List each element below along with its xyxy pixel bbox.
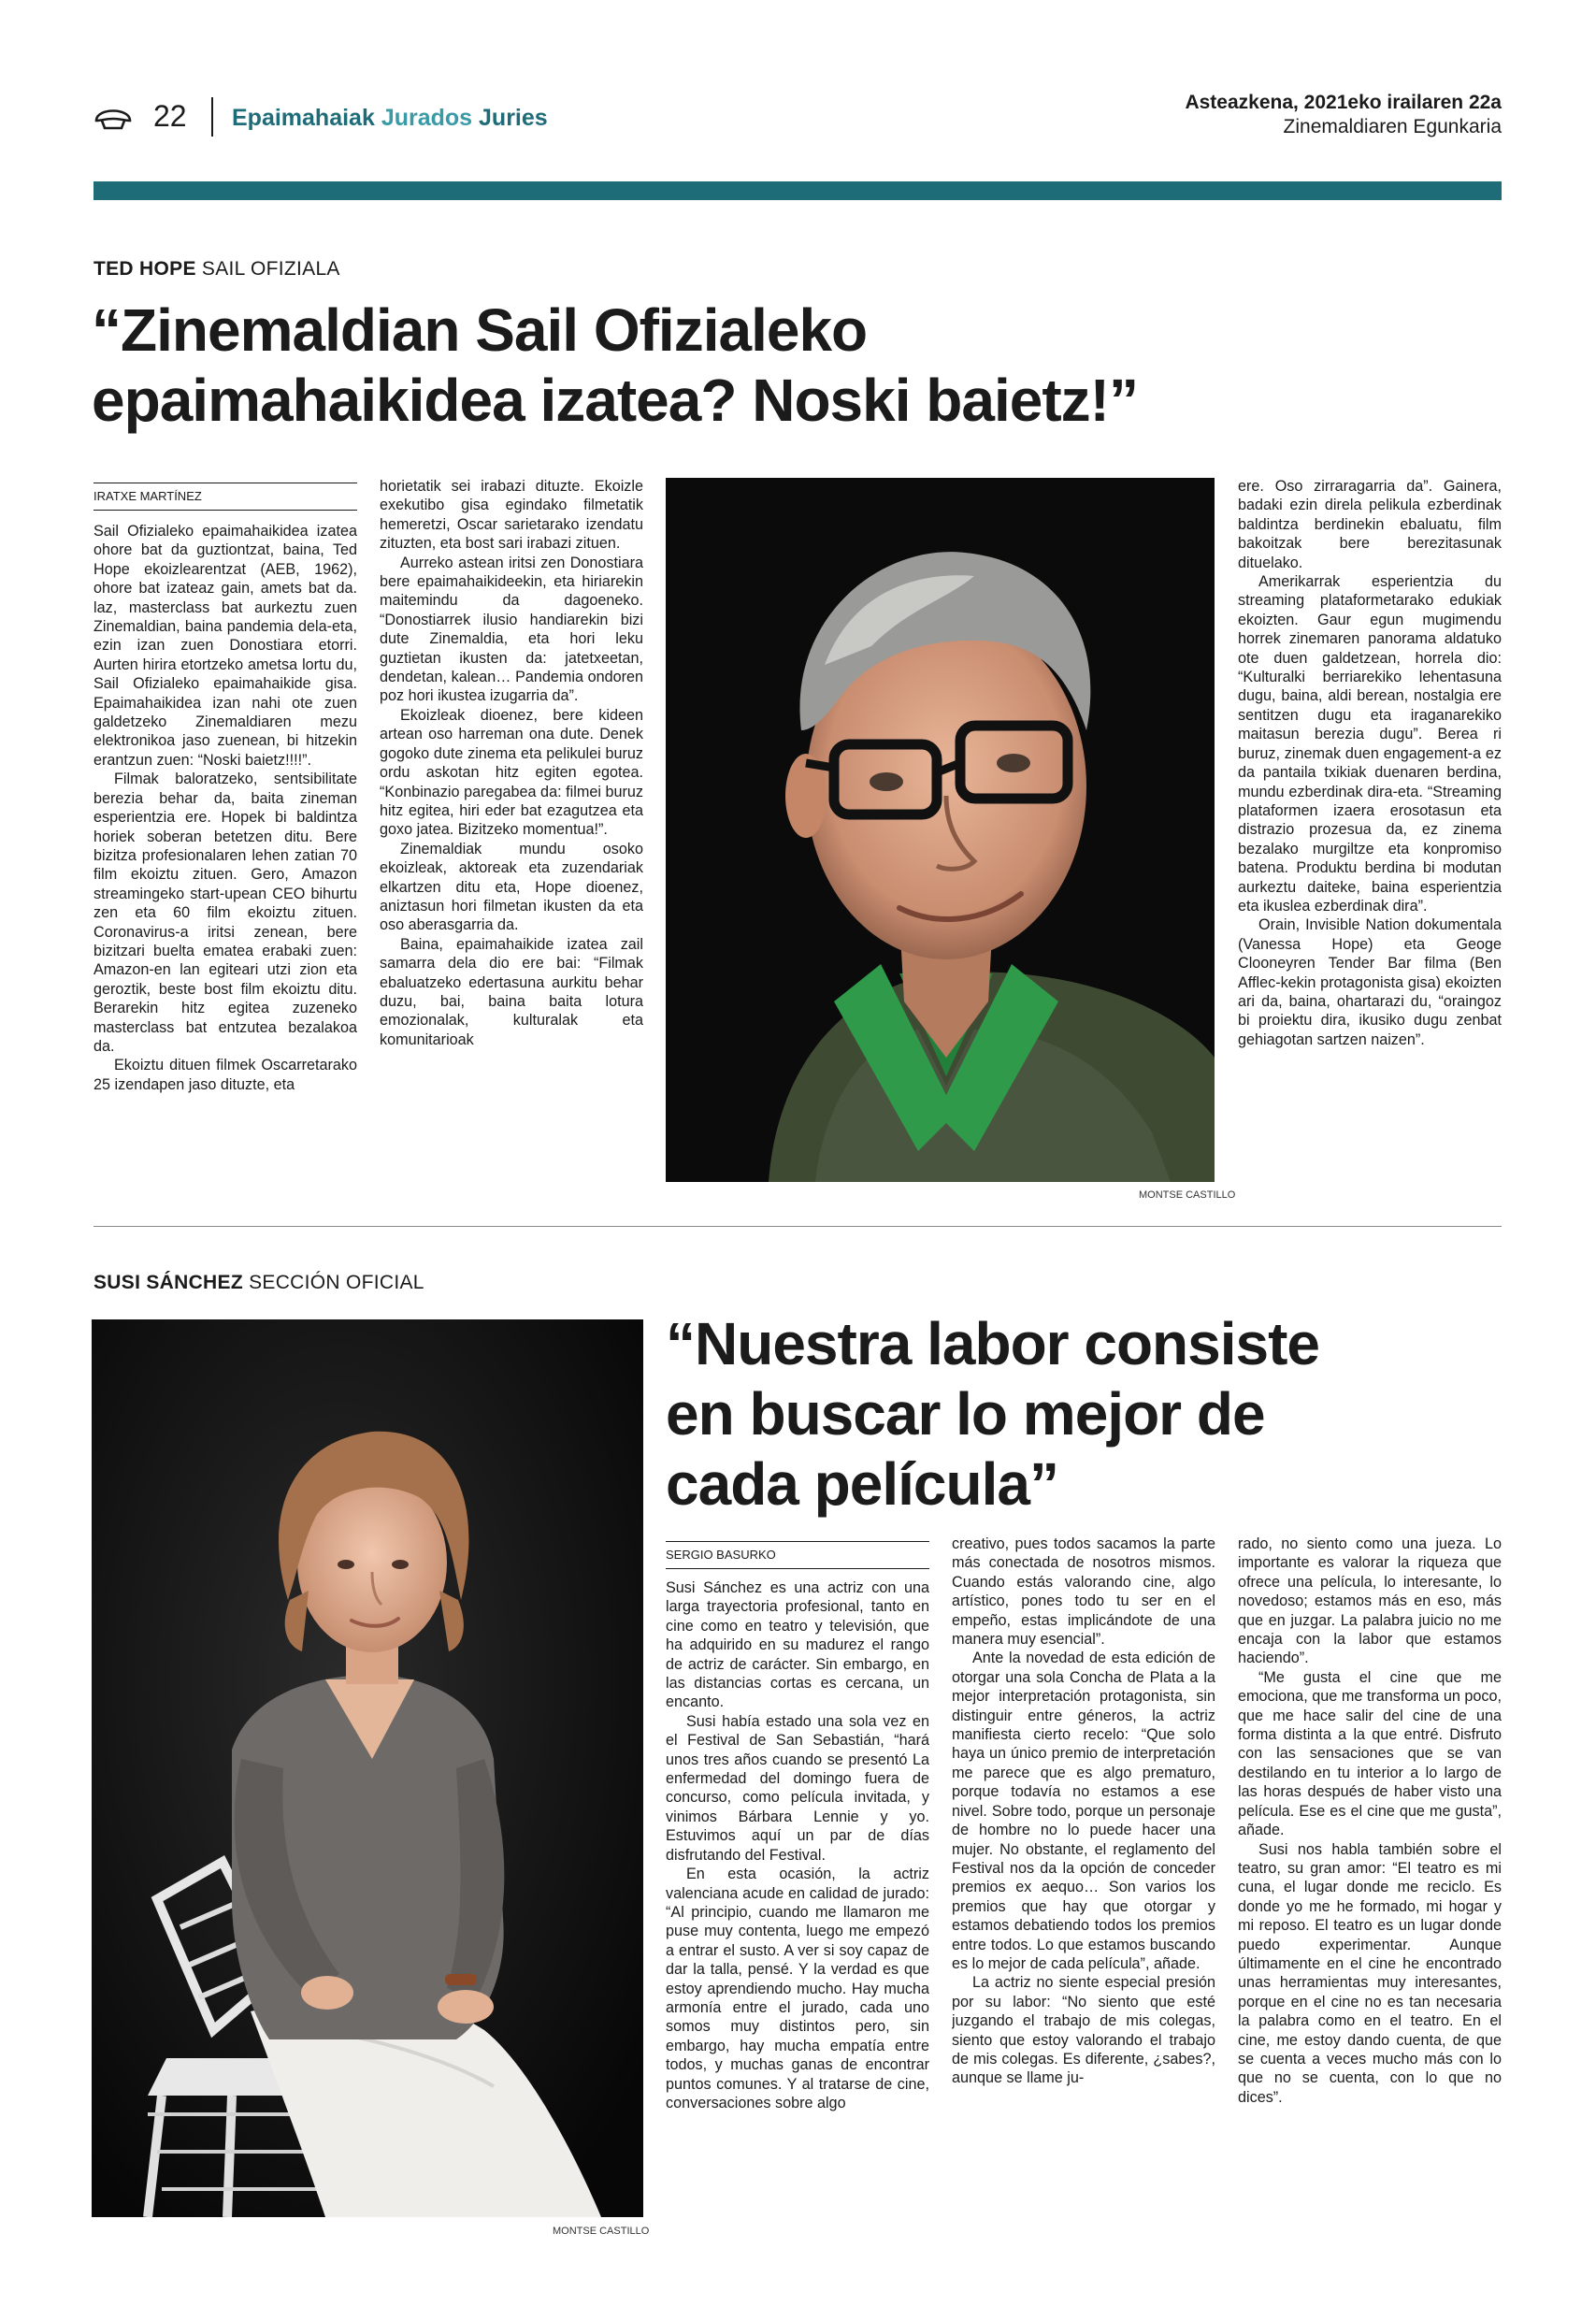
- portrait-photo-susi-sanchez: [92, 1319, 643, 2217]
- paragraph: Susi Sánchez es una actriz con una larga trayectoria profesional, tanto en cine como en teatro y televisión, que ha adquirido en su madurez el rango de actriz de carácter. Sin embargo, en las distancias cortas es cercana, un encanto.: [666, 1579, 929, 1711]
- shell-logo-icon: [93, 100, 133, 132]
- paragraph: Aurreko astean iritsi zen Donostiara bere epaimahaikideekin, eta hiriarekin maitemindu da dagoeneko. “Donostiarrek ilusio handiarekin bizi dute Zinemaldia, eta hori leku guztietan ikusten da: jatetxeetan, dendetan, kalean… Pandemia ondoren poz hori ikustea izugarria da”.: [380, 554, 643, 705]
- paragraph: Ekoizleak dioenez, bere kideen artean oso harreman ona dute. Denek gogoko dute zinema eta pelikulei buruz ordu askotan hitz egiten egotea. “Konbinazio paregabea da: filmei buruz hitz egitea, hiri eder bat ezagutzea eta goxo jatea. Bizitzeko momentua!”.: [380, 706, 643, 839]
- paragraph: Susi había estado una sola vez en el Festival de San Sebastián, “hará unos tres años cuando se presentó La enfermedad del domingo fuera de concurso, como película invitada, y vinimos Bárbara Lennie y yo. Estuvimos aquí un par de días disfrutando del Festival.: [666, 1712, 929, 1864]
- paragraph: Filmak baloratzeko, sentsibilitate berezia behar da, baita zineman esperientzia ere. Hopek bi baldintza horiek soberan betetzen ditu. Bere bizitza profesionalaren lehen zatian 70 film ekoiztu zituen. Gero, Amazon streamingeko start-upean CEO bihurtu zen eta 60 film ekoiztu zituen. Coronavirus-a iritsi zenean, bere bizitzari buelta ematea erabaki zuen: Amazon-en lan egiteari utzi zion eta geroztik, beste bost film ekoiztu ditu. Berarekin hitz egitea zuzeneko masterclass bat entzutea bezalakoa da.: [93, 771, 357, 1055]
- paragraph: Orain, Invisible Nation dokumentala (Vanessa Hope) eta Geoge Clooneyren Tender Bar filma (Ben Afflec-kekin protagonista gisa) ekoizten ari da, baina, ohartarazi du, “oraingoz bi proiektu dira, ikusiko dugu zenbat gehiagotan sartzen naizen”.: [1238, 916, 1502, 1048]
- portrait-illustration: [666, 478, 1215, 1182]
- portrait-illustration: [92, 1319, 643, 2217]
- section-title-en: Juries: [479, 105, 548, 131]
- article-headline: [666, 1309, 1319, 1520]
- paragraph: En esta ocasión, la actriz valenciana acude en calidad de jurado: “Al principio, cuando me llamaron me puse muy contenta, luego me empezó a entrar el susto. A ver si soy capaz de dar la talla, pensé. Y la verdad es que estoy aprendiendo mucho. Hay mucha armonía entre el jurado, cada uno somos muy distintos pero, sin embargo, hay mucha empatía entre todos, y muchas ganas de encontrar puntos comunes. Y al tratarse de cine, conversaciones sobre algo: [666, 1866, 929, 2111]
- byline: IRATXE MARTÍNEZ: [93, 483, 357, 503]
- publication-name: Zinemaldiaren Egunkaria: [1283, 116, 1502, 137]
- paragraph: rado, no siento como una jueza. Lo importante es valorar la riqueza que ofrece una película, lo interesante, lo novedoso; estamos más en eso, más que en juzgar. La palabra juicio no me encaja con la labor que estamos haciendo”.: [1238, 1535, 1502, 1667]
- paragraph: horietatik sei irabazi dituzte. Ekoizle exekutibo gisa egindako filmetatik hemeretzi, Oscar sarietarako izendatu zituzten, eta bost sari irabazi zituen.: [380, 478, 643, 553]
- article-column-3: [1238, 477, 1502, 1188]
- headline-line: cada película”: [666, 1450, 1058, 1518]
- kicker-name: TED HOPE: [93, 258, 196, 280]
- paragraph: ere. Oso zirraragarria da”. Gainera, badaki ezin direla pelikula ezberdinak baldintza berdinekin ebaluatu, film bakoitzak bere berezitasunak dituelako.: [1238, 478, 1502, 571]
- kicker-name: SUSI SÁNCHEZ: [93, 1272, 243, 1293]
- kicker-section: SAIL OFIZIALA: [201, 258, 340, 280]
- paragraph: Baina, epaimahaikide izatea zail samarra dela dio ere bai: “Filmak ebaluatzeko edertasuna aurkitu behar duzu, bai, baina baita lotura emozionalak, kulturalak eta komunitarioak: [380, 935, 643, 1048]
- article-kicker: [93, 1272, 424, 1294]
- paragraph: Susi nos habla también sobre el teatro, su gran amor: “El teatro es mi cuna, el lugar donde me reciclo. Es donde yo me he formado, mi hogar y mi reposo. El teatro es un lugar donde puedo experimentar. Aunque últimamente en el cine he encontrado unas herramientas muy interesantes, porque en el cine no es tan necesaria la palabra como en el teatro. En el cine, me estoy dando cuenta, de que se cuenta a veces mucho más con lo que no se cuenta, con lo que no dices”.: [1238, 1840, 1502, 2106]
- article-column-1: [93, 522, 357, 1188]
- headline-line: “Nuestra labor consiste: [666, 1310, 1319, 1377]
- byline: SERGIO BASURKO: [666, 1541, 929, 1562]
- paragraph: Ekoiztu dituen filmek Oscarretarako 25 izendapen jaso dituzte, eta: [93, 1057, 357, 1093]
- section-title-es: Jurados: [381, 105, 473, 131]
- section-title: [232, 105, 548, 132]
- photo-credit: MONTSE CASTILLO: [1139, 1189, 1236, 1201]
- paragraph: La actriz no siente especial presión por su labor: “No siento que esté juzgando el trabajo de mis colegas, siento que estoy valorando el trabajo de mis colegas. Es diferente, ¿sabes?, aunque se llame ju-: [952, 1974, 1215, 2087]
- article-kicker: [93, 258, 340, 281]
- paragraph: Amerikarrak esperientzia du streaming plataformetarako edukiak ekoizten. Gaur egun mugimendu horrek zinemaren panorama aldatuko ote duen galdetzean, horrela dio: “Kulturalki berriarekiko lehentasuna dugu, baina, aldi berean, nostalgia ere sentitzen dugu eta iraganarekiko maitasun berezia dugu”. Berea ri buruz, zinemak duen engagement-a ez da pantaila txikiak duenaren berdina, mundu ezberdinak dira-eta. “Streaming plataformen izaera erosotasun eta distrazio prozesua da, ez zinema bezalako murgiltze eta konpromiso batena. Produktu berdina bi modutan aurkeztu daiteke, baina esperientzia eta ikuslea ezberdinak dira”.: [1238, 573, 1502, 915]
- paragraph: creativo, pues todos sacamos la parte más conectada de nosotros mismos. Cuando estás valorando cine, algo artístico, pones todo tu ser en el empeño, estas implicándote de una manera muy esencial”.: [952, 1535, 1215, 1649]
- headline-line: epaimahaikidea izatea? Noski baietz!”: [92, 367, 1138, 434]
- header-separator: [211, 97, 213, 137]
- issue-date: Asteazkena, 2021eko irailaren 22a: [1185, 92, 1502, 113]
- paragraph: Sail Ofizialeko epaimahaikidea izatea ohore bat da guztiontzat, baina, Ted Hope ekoizlearentzat (AEB, 1962), ohore bat izateaz gain, amets bat da. laz, masterclass bat aurkeztu zuen Zinemaldian, baina pandemia dela-eta, ezin izan zuen Donostiara etorri. Aurten hirira etortzeko ametsa lortu du, Sail Ofizialeko epaimahaikide gisa. Epaimahaikidea izan nahi ote zuen galdetzeko Zinemaldiaren mezu elektronikoa jaso zuenean, bi hitzekin erantzun zuen: “Noski baietz!!!!”.: [93, 523, 357, 769]
- article-column-2: [952, 1535, 1215, 2224]
- article-column-2: [380, 477, 643, 1188]
- headline-line: en buscar lo mejor de: [666, 1380, 1265, 1448]
- article-headline: [92, 295, 1138, 436]
- section-title-eu: Epaimahaiak: [232, 105, 375, 131]
- paragraph: Zinemaldiak mundu osoko ekoizleak, aktoreak eta zuzendariak elkartzen ditu eta, Hope dioenez, aniztasun hori filmetan ikusten da eta oso aberasgarria da.: [380, 840, 643, 934]
- article-divider: [93, 1226, 1502, 1227]
- paragraph: “Me gusta el cine que me emociona, que me transforma un poco, que me hace salir del cine de una forma distinta a la que entré. Disfruto con las sensaciones que se van destilando en tu interior a lo largo de las horas después de haber visto una película. Ese es el cine que me gusta”, añade.: [1238, 1668, 1502, 1839]
- article-column-1: [666, 1578, 929, 2224]
- portrait-photo-ted-hope: [666, 478, 1215, 1182]
- header-color-bar: [93, 181, 1502, 200]
- headline-line: “Zinemaldian Sail Ofizialeko: [92, 296, 868, 364]
- photo-credit: MONTSE CASTILLO: [553, 2226, 650, 2237]
- paragraph: Ante la novedad de esta edición de otorgar una sola Concha de Plata a la mejor interpretación protagonista, sin distinguir entre géneros, la actriz manifiesta cierto recelo: “Que solo haya un único premio de interpretación me parece que es algo prematuro, porque todavía no estamos a ese nivel. Sobre todo, porque un personaje de hombre no lo puede hacer una mujer. No obstante, el reglamento del Festival nos da la opción de conceder premios ex aequo… Son varios los premios que hay que otorgar y estamos debatiendo todos los premios entre todos. Lo que estamos buscando es lo mejor de cada película”, añade.: [952, 1650, 1215, 1972]
- article-column-3: [1238, 1535, 1502, 2224]
- page-number: 22: [153, 99, 187, 133]
- kicker-section: SECCIÓN OFICIAL: [249, 1272, 424, 1293]
